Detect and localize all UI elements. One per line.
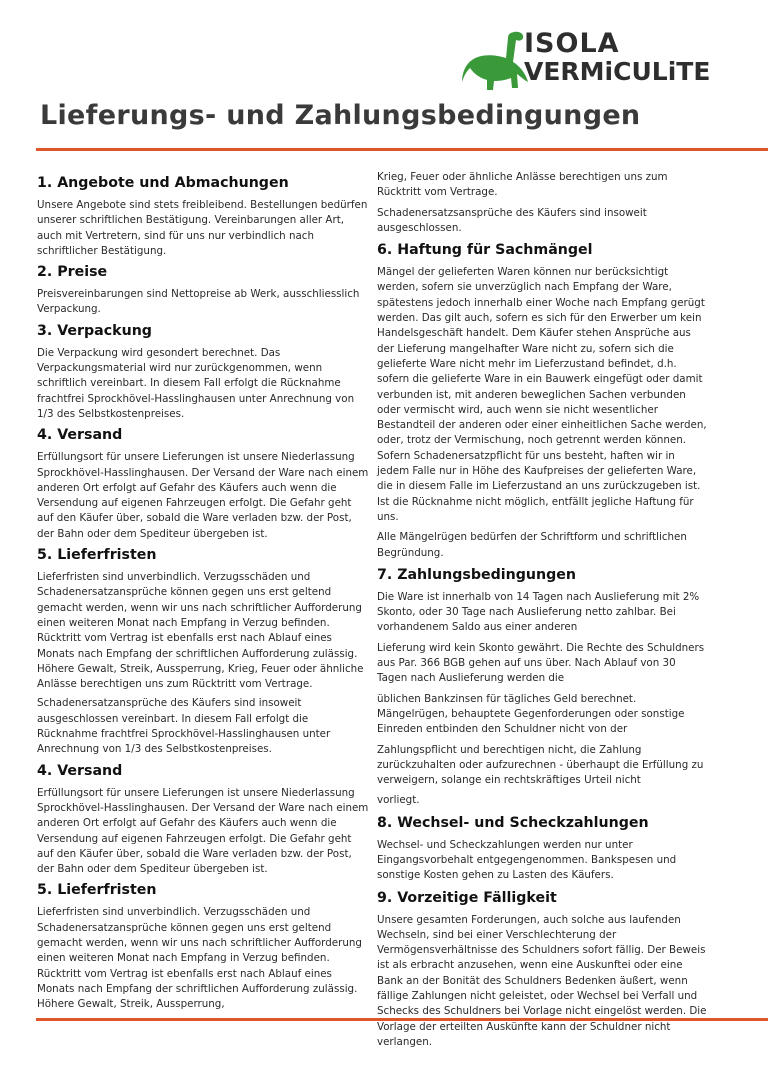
section-heading: 2. Preise xyxy=(37,264,108,281)
terms-section xyxy=(37,263,369,318)
section-heading: 1. Angebote und Abmachungen xyxy=(37,175,289,191)
brand-line1: ISOLA xyxy=(524,28,620,59)
section-paragraph: Lieferfristen sind unverbindlich. Verzugsschäden und Schadenersatzansprüche können gegen uns erst geltend gemacht werden, wenn wir uns nach schriftlicher Aufforderung einen weiteren Monat nach Empfang in Verzug befinden. Rücktritt vom Vertrag ist ebenfalls erst nach Ablauf eines Monats nach Empfang der schriftlichen Aufforderung zulässig. Höhere Gewalt, Streik, Aussperrung, xyxy=(37,906,362,1011)
bottom-divider xyxy=(36,1018,768,1021)
terms-section xyxy=(377,814,709,884)
section-paragraph: Erfüllungsort für unsere Lieferungen ist unsere Niederlassung Sprockhövel-Hasslinghausen. Der Versand der Ware nach einem anderen Ort erfolgt auf Gefahr des Käufers auch wenn die Versendung auf eigenen Fahrzeugen erfolgt. Die Gefahr geht auf den Käufer über, sobald die Ware verladen bzw. der Post, der Bahn oder dem Spediteur übergeben ist. xyxy=(37,786,369,876)
section-paragraph: Erfüllungsort für unsere Lieferungen ist unsere Niederlassung Sprockhövel-Hasslinghausen. Der Versand der Ware nach einem anderen Ort erfolgt auf Gefahr des Käufers auch wenn die Versendung auf eigenen Fahrzeugen erfolgt. Die Gefahr geht auf den Käufer über, sobald die Ware verladen bzw. der Post, der Bahn oder dem Spediteur übergeben ist. xyxy=(37,451,369,540)
section-paragraph: Mängel der gelieferten Waren können nur berücksichtigt werden, sofern sie unverzüglich nach Empfang der Ware, spätestens jedoch innerhalb einer Woche nach Empfang gerügt werden. Das gilt auch, sofern es sich für den Erwerber um kein Handelsgeschäft handelt. Dem Käufer stehen Ansprüche aus der Lieferung mangelhafter Ware nicht zu, sofern sich die gelieferte Ware nicht mehr im Lieferzustand befindet, d.h. sofern die gelieferte Ware in ein Bauwerk eingefügt oder damit verbunden ist, mit anderen beweglichen Sachen verbunden oder vermischt wird, auch wenn sie nicht wesentlicher Bestandteil der anderen oder einer einheitlichen Sache werden, oder, trotz der Vermischung, noch getrennt werden können. Sofern Schadenersatzpflicht für uns besteht, haften wir in jedem Falle nur in Höhe des Kaufpreises der gelieferten Ware, die in diesem Falle im Lieferzustand an uns zurückzugeben ist. Ist die Rücknahme nicht möglich, entfällt jegliche Haftung für uns. xyxy=(377,266,707,523)
section-paragraph: Die Verpackung wird gesondert berechnet. Das Verpackungsmaterial wird nur zurückgenommen, wenn schriftlich vereinbart. In diesem Fall erfolgt die Rücknahme frachtfrei Sprockhövel-Hasslinghausen unter Anrechnung von 1/3 des Selbstkostenpreises. xyxy=(37,346,355,420)
section-heading: 7. Zahlungsbedingungen xyxy=(377,566,576,583)
section-paragraph: Lieferfristen sind unverbindlich. Verzugsschäden und Schadenersatzansprüche können gegen uns erst geltend gemacht werden, wenn wir uns nach schriftlicher Aufforderung einen weiteren Monat nach Empfang in Verzug befinden. Rücktritt vom Vertrag ist ebenfalls erst nach Ablauf eines Monats nach Empfang der schriftlichen Aufforderung zulässig. Höhere Gewalt, Streik, Aussperrung, Krieg, Feuer oder ähnliche Anlässe berechtigen uns zum Rücktritt vom Vertrage. xyxy=(37,571,364,691)
section-paragraph: Unsere gesamten Forderungen, auch solche aus laufenden Wechseln, sind bei einer Verschlechterung der Vermögensverhältnisse des Schuldners sofort fällig. Der Beweis ist als erbracht anzusehen, wenn eine Auskunftei oder eine Bank an der Bonität des Schuldners Bedenken äußert, wenn fällige Zahlungen nicht geleistet, oder Wechsel bei Verfall und Schecks des Schuldners bei Vorlage nicht eingelöst werden. Die Vorlage der erteilten Auskünfte kann der Schuldner nicht verlangen. xyxy=(377,913,707,1048)
section-paragraph: Krieg, Feuer oder ähnliche Anlässe berechtigen uns zum Rücktritt vom Vertrage. xyxy=(377,171,668,199)
section-heading: 3. Verpackung xyxy=(37,322,152,339)
section-heading: 5. Lieferfristen xyxy=(37,882,157,899)
section-heading: 9. Vorzeitige Fälligkeit xyxy=(377,889,557,906)
section-heading: 4. Versand xyxy=(37,427,123,444)
terms-section xyxy=(37,322,369,422)
brand-wordmark xyxy=(524,30,710,86)
section-paragraph: Wechsel- und Scheckzahlungen werden nur unter Eingangsvorbehalt entgegengenommen. Bankspesen und sonstige Kosten gehen zu Lasten des Käufers. xyxy=(377,838,677,882)
dinosaur-icon xyxy=(462,28,532,94)
page-title: Lieferungs- und Zahlungsbedingungen xyxy=(40,100,641,131)
section-paragraph: Schadenersatzansprüche des Käufers sind insoweit ausgeschlossen vereinbart. In diesem Fall erfolgt die Rücknahme frachtfrei Sprockhövel-Hasslinghausen unter Anrechnung von 1/3 des Selbstkostenpreises. xyxy=(37,697,331,756)
terms-section xyxy=(37,881,369,1012)
section-paragraph: Preisvereinbarungen sind Nettopreise ab Werk, ausschliesslich Verpackung. xyxy=(37,288,360,316)
section-heading: 8. Wechsel- und Scheckzahlungen xyxy=(377,814,649,831)
terms-section xyxy=(377,566,709,809)
section-paragraph: Die Ware ist innerhalb von 14 Tagen nach Auslieferung mit 2% Skonto, oder 30 Tage nach Auslieferung netto zahlbar. Bei vorhandenem Saldo aus einer anderen xyxy=(377,590,700,634)
terms-section xyxy=(377,889,709,1051)
section-paragraph: Schadenersatzsansprüche des Käufers sind insoweit ausgeschlossen. xyxy=(377,206,647,234)
terms-section xyxy=(37,762,369,878)
brand-logo xyxy=(462,28,722,94)
section-paragraph: vorliegt. xyxy=(377,794,420,807)
section-paragraph: üblichen Bankzinsen für tägliches Geld berechnet. Mängelrügen, behauptete Gegenforderungen oder sonstige Einreden entbinden den Schuldner nicht von der xyxy=(377,692,685,736)
section-paragraph: Alle Mängelrügen bedürfen der Schriftform und schriftlichen Begründung. xyxy=(377,531,687,559)
right-column xyxy=(377,170,709,1055)
terms-section xyxy=(37,426,369,542)
brand-line2: VERMiCULiTE xyxy=(524,57,711,86)
section-paragraph: Zahlungspflicht und berechtigen nicht, die Zahlung zurückzuhalten oder aufzurechnen - überhaupt die Erfüllung zu verweigern, solange ein rechtskräftiges Urteil nicht xyxy=(377,743,704,787)
section-paragraph: Lieferung wird kein Skonto gewährt. Die Rechte des Schuldners aus Par. 366 BGB gehen auf uns über. Nach Ablauf von 30 Tagen nach Auslieferung werden die xyxy=(377,641,705,685)
terms-section xyxy=(37,174,369,259)
left-column xyxy=(37,170,369,1016)
section-heading: 6. Haftung für Sachmängel xyxy=(377,242,593,259)
section-heading: 4. Versand xyxy=(37,762,123,779)
section-heading: 5. Lieferfristen xyxy=(37,547,157,564)
top-divider xyxy=(36,148,768,151)
terms-section xyxy=(377,241,709,561)
terms-section xyxy=(377,170,709,236)
terms-section xyxy=(37,546,369,758)
section-paragraph: Unsere Angebote sind stets freibleibend. Bestellungen bedürfen unserer schriftlichen Bestätigung. Vereinbarungen aller Art, auch mit Vertretern, sind für uns nur verbindlich nach schriftlicher Bestätigung. xyxy=(37,199,368,257)
